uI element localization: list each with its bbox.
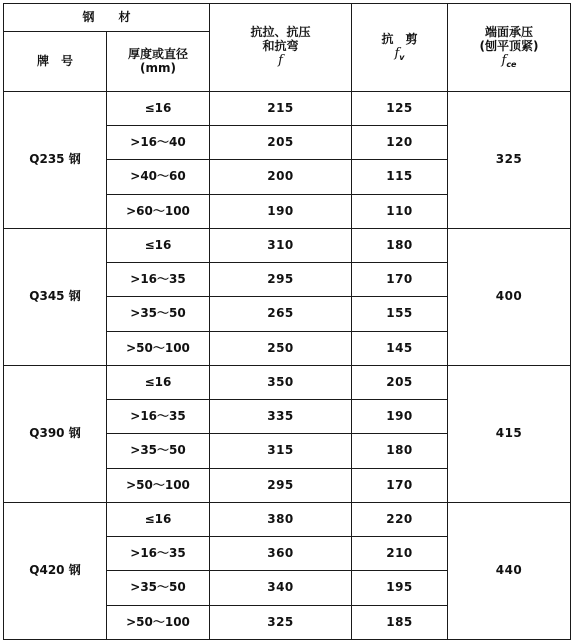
grade-cell: Q235 钢 bbox=[4, 92, 107, 229]
thickness-cell: >35～50 bbox=[107, 434, 210, 469]
bearing-value-cell: 440 bbox=[448, 503, 571, 640]
tension-value-cell: 250 bbox=[210, 332, 352, 366]
steel-strength-table bbox=[3, 3, 571, 640]
tension-value-cell: 315 bbox=[210, 434, 352, 469]
thickness-cell: >50～100 bbox=[107, 469, 210, 503]
shear-value-cell: 210 bbox=[352, 537, 448, 571]
tension-value-cell: 215 bbox=[210, 92, 352, 126]
table-row bbox=[4, 503, 571, 537]
shear-value-cell: 145 bbox=[352, 332, 448, 366]
tension-value-cell: 200 bbox=[210, 160, 352, 195]
header-tension-symbol: f bbox=[278, 52, 283, 68]
thickness-cell: ≤16 bbox=[107, 229, 210, 263]
table-row bbox=[4, 229, 571, 263]
tension-value-cell: 350 bbox=[210, 366, 352, 400]
tension-value-cell: 190 bbox=[210, 195, 352, 229]
tension-value-cell: 295 bbox=[210, 469, 352, 503]
tension-value-cell: 335 bbox=[210, 400, 352, 434]
grade-cell: Q390 钢 bbox=[4, 366, 107, 503]
shear-value-cell: 205 bbox=[352, 366, 448, 400]
header-thickness-line2: (mm) bbox=[140, 60, 176, 75]
header-shear-symbol: f bbox=[394, 45, 400, 61]
header-grade: 牌 号 bbox=[4, 32, 107, 92]
tension-value-cell: 310 bbox=[210, 229, 352, 263]
header-thickness bbox=[107, 32, 210, 92]
tension-value-cell: 380 bbox=[210, 503, 352, 537]
grade-cell: Q345 钢 bbox=[4, 229, 107, 366]
thickness-cell: >35～50 bbox=[107, 297, 210, 332]
tension-value-cell: 295 bbox=[210, 263, 352, 297]
shear-value-cell: 170 bbox=[352, 263, 448, 297]
bearing-value-cell: 400 bbox=[448, 229, 571, 366]
header-bearing bbox=[448, 4, 571, 92]
header-row-top bbox=[4, 4, 571, 32]
header-bearing-symbol: f bbox=[501, 52, 507, 68]
thickness-cell: ≤16 bbox=[107, 503, 210, 537]
shear-value-cell: 195 bbox=[352, 571, 448, 606]
table-body bbox=[4, 92, 571, 640]
header-bearing-line2: (刨平顶紧) bbox=[479, 38, 539, 53]
shear-value-cell: 115 bbox=[352, 160, 448, 195]
shear-value-cell: 155 bbox=[352, 297, 448, 332]
shear-value-cell: 110 bbox=[352, 195, 448, 229]
tension-value-cell: 325 bbox=[210, 606, 352, 640]
shear-value-cell: 125 bbox=[352, 92, 448, 126]
table-row bbox=[4, 366, 571, 400]
shear-value-cell: 180 bbox=[352, 229, 448, 263]
tension-value-cell: 205 bbox=[210, 126, 352, 160]
tension-value-cell: 340 bbox=[210, 571, 352, 606]
grade-cell: Q420 钢 bbox=[4, 503, 107, 640]
shear-value-cell: 190 bbox=[352, 400, 448, 434]
header-tension bbox=[210, 4, 352, 92]
header-bearing-sub: ce bbox=[506, 59, 517, 69]
shear-value-cell: 170 bbox=[352, 469, 448, 503]
thickness-cell: >35～50 bbox=[107, 571, 210, 606]
header-tension-line1: 抗拉、抗压 bbox=[250, 25, 311, 40]
thickness-cell: >16～35 bbox=[107, 263, 210, 297]
thickness-cell: ≤16 bbox=[107, 92, 210, 126]
thickness-cell: >50～100 bbox=[107, 606, 210, 640]
thickness-cell: >40～60 bbox=[107, 160, 210, 195]
header-shear bbox=[352, 4, 448, 92]
thickness-cell: >50～100 bbox=[107, 332, 210, 366]
header-shear-sub: v bbox=[399, 52, 405, 62]
header-thickness-line1: 厚度或直径 bbox=[127, 46, 188, 61]
tension-value-cell: 265 bbox=[210, 297, 352, 332]
thickness-cell: ≤16 bbox=[107, 366, 210, 400]
header-bearing-line1: 端面承压 bbox=[484, 25, 533, 40]
header-tension-line2: 和抗弯 bbox=[262, 39, 299, 54]
table-row bbox=[4, 92, 571, 126]
header-shear-line1: 抗 剪 bbox=[381, 32, 418, 46]
shear-value-cell: 185 bbox=[352, 606, 448, 640]
thickness-cell: >16～35 bbox=[107, 400, 210, 434]
bearing-value-cell: 325 bbox=[448, 92, 571, 229]
thickness-cell: >60～100 bbox=[107, 195, 210, 229]
header-steel: 钢 材 bbox=[4, 4, 210, 32]
thickness-cell: >16～40 bbox=[107, 126, 210, 160]
thickness-cell: >16～35 bbox=[107, 537, 210, 571]
bearing-value-cell: 415 bbox=[448, 366, 571, 503]
shear-value-cell: 120 bbox=[352, 126, 448, 160]
shear-value-cell: 180 bbox=[352, 434, 448, 469]
shear-value-cell: 220 bbox=[352, 503, 448, 537]
tension-value-cell: 360 bbox=[210, 537, 352, 571]
